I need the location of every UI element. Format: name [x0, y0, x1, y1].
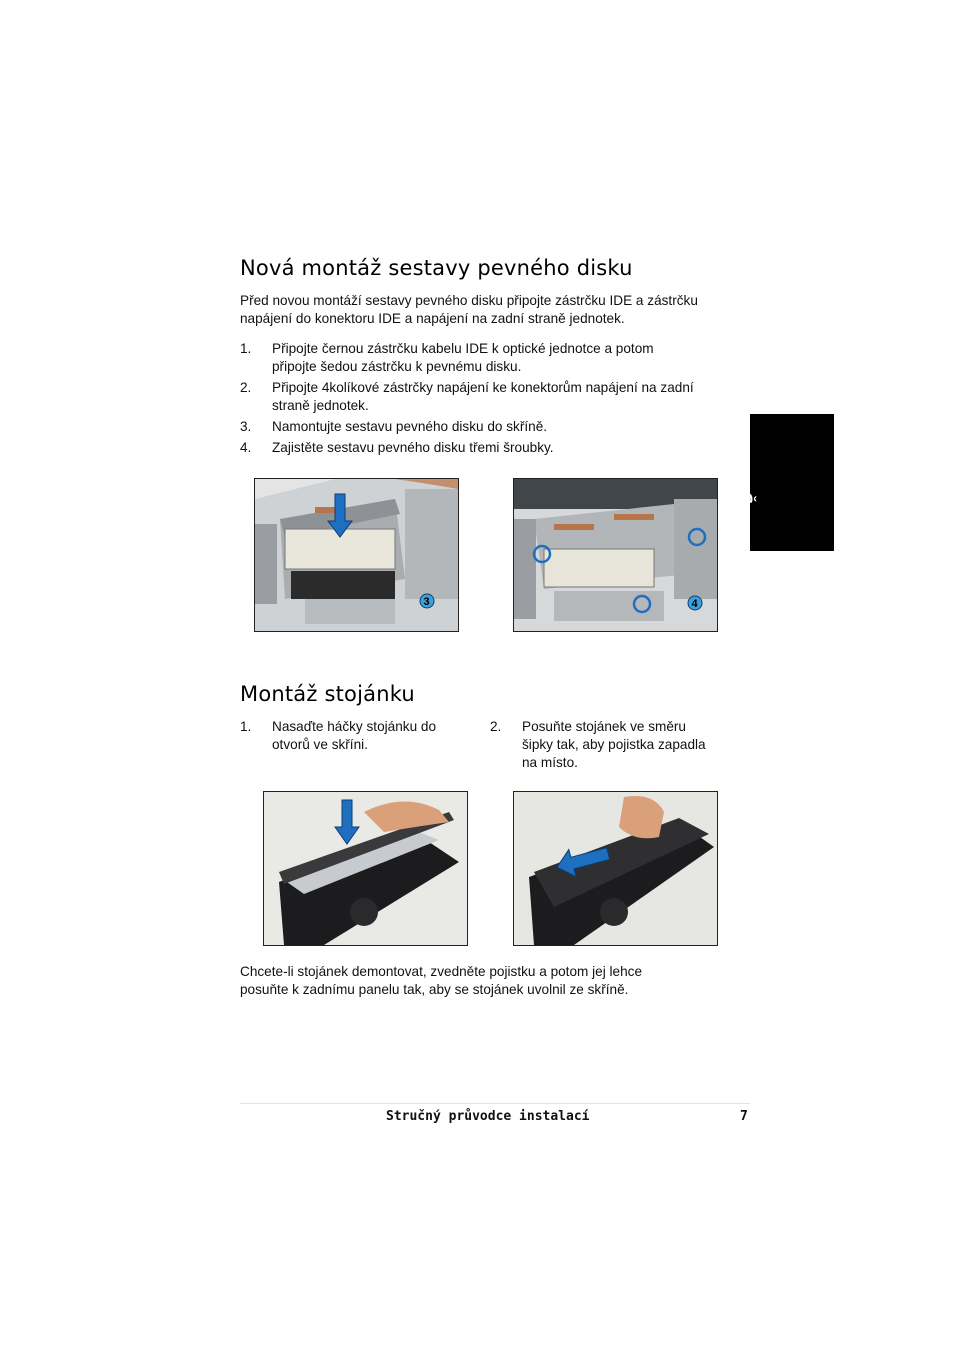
- step-text: šipky tak, aby pojistka zapadla: [522, 737, 706, 752]
- intro-line: napájení do konektoru IDE a napájení na zadní straně jednotek.: [240, 311, 625, 326]
- outro-paragraph: [240, 963, 642, 999]
- step-text: Připojte 4kolíkové zástrčky napájení ke konektorům napájení na zadní: [272, 380, 694, 395]
- stand-step-1: [240, 718, 436, 754]
- step-text: na místo.: [522, 755, 578, 770]
- language-tab-label: Č: [737, 492, 756, 504]
- photo-stand-slide: [513, 791, 718, 946]
- step-text: Nasaďte háčky stojánku do: [272, 719, 437, 734]
- photo-label-4: 4: [691, 598, 698, 610]
- photo-stand-attach: [263, 791, 468, 946]
- step-text: Namontujte sestavu pevného disku do skříně.: [272, 419, 548, 434]
- outro-line: posuňte k zadnímu panelu tak, aby se stojánek uvolnil ze skříně.: [240, 982, 629, 997]
- intro-paragraph: [240, 292, 698, 328]
- outro-line: Chcete-li stojánek demontovat, zvedněte pojistku a potom jej lehce: [240, 964, 642, 979]
- photo-hdd-screws: [513, 478, 718, 632]
- stand-step-2: [490, 718, 706, 772]
- hdd-steps-list: [240, 340, 720, 457]
- step-number: 3.: [240, 419, 252, 434]
- footer-title: Stručný průvodce instalací: [386, 1109, 590, 1124]
- page-number: 7: [740, 1109, 748, 1124]
- list-item: [240, 439, 720, 457]
- step-number: 2.: [490, 719, 502, 734]
- list-item: [240, 340, 720, 376]
- step-text: Posuňte stojánek ve směru: [522, 719, 686, 734]
- step-text: připojte šedou zástrčku k pevnému disku.: [272, 359, 522, 374]
- language-side-tab: [737, 414, 834, 551]
- list-item: [240, 418, 720, 436]
- step-number: 2.: [240, 380, 252, 395]
- step-number: 4.: [240, 440, 252, 455]
- step-text: otvorů ve skříni.: [272, 737, 368, 752]
- step-text: Připojte černou zástrčku kabelu IDE k optické jednotce a potom: [272, 341, 654, 356]
- step-text: straně jednotek.: [272, 398, 369, 413]
- photo-label-3: 3: [423, 596, 430, 608]
- section-title-hdd: Nová montáž sestavy pevného disku: [240, 256, 633, 280]
- footer-divider: [240, 1103, 750, 1104]
- step-number: 1.: [240, 341, 252, 356]
- step-number: 1.: [240, 719, 252, 734]
- photo-hdd-insert: [254, 478, 459, 632]
- step-text: Zajistěte sestavu pevného disku třemi šroubky.: [272, 440, 554, 455]
- intro-line: Před novou montáží sestavy pevného disku připojte zástrčku IDE a zástrčku: [240, 293, 698, 308]
- list-item: [240, 379, 720, 415]
- section-title-stand: Montáž stojánku: [240, 682, 415, 706]
